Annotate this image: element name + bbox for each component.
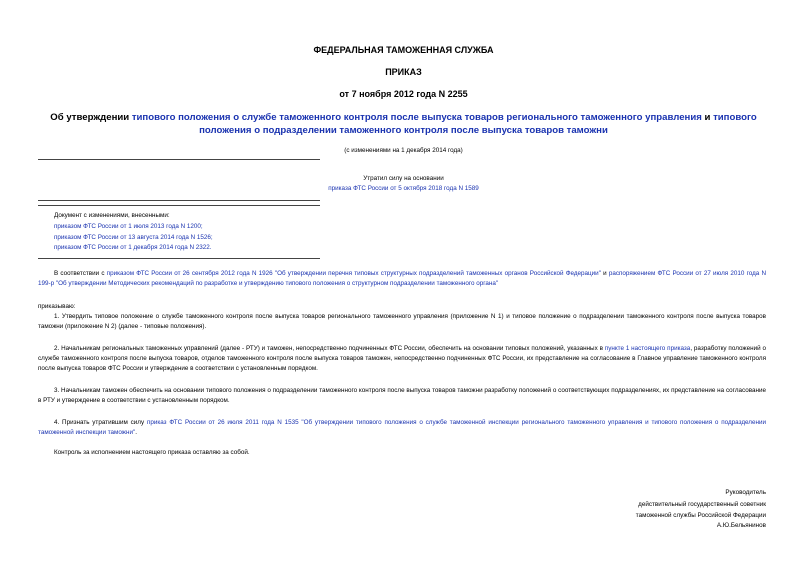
paragraph-2-text: 2. Начальникам региональных таможенных управлений (далее - РТУ) и таможен, непосредственно подчиненных ФТС России, обеспечить на основании типовых положений, указанных в: [54, 345, 605, 352]
title-link-rtu[interactable]: типового положения о службе таможенного контроля после выпуска товаров регионального таможенного управления: [131, 112, 702, 123]
signature-rank: действительный государственный советник: [638, 501, 766, 508]
agency-name: ФЕДЕРАЛЬНАЯ ТАМОЖЕННАЯ СЛУЖБА: [313, 45, 494, 55]
lost-force-label: Утратил силу на основании: [363, 175, 444, 182]
title-prefix: Об утверждении: [50, 112, 132, 123]
amended-note: (с изменениями на 1 декабря 2014 года): [344, 147, 463, 154]
preamble-text: и: [600, 270, 609, 277]
divider: [38, 159, 320, 160]
paragraph-4-text: .: [135, 429, 137, 436]
paragraph-2-text: , разработку положений о службе таможенного контроля после выпуска товаров, отделов таможенного контроля после выпуска товаров таможен, непосредственно подчиненных ФТС России, их представление на согласование в Главное управление таможенного контроля после выпуска товаров ФТС России и утверждение в соответствии с установленным порядком.: [38, 345, 766, 372]
preamble-text: В соответствии с: [54, 270, 107, 277]
lost-force-link[interactable]: приказа ФТС России от 5 октября 2018 года N 1589: [328, 185, 479, 192]
title-middle: и: [701, 112, 714, 123]
preamble-link-directive[interactable]: распоряжением ФТС России от 27 июля 2010 года N 199-р "Об утверждении Методических рекомендаций по разработке и утверждению типового положения о структурном подразделении таможенного органа": [38, 270, 767, 287]
paragraph-3: 3. Начальникам таможен обеспечить на основании типового положения о подразделении таможенного контроля после выпуска товаров таможни разработку положений о соответствующих подразделениях, их представление на согласование в РТУ и утверждение в соответствии с установленным порядком.: [38, 387, 766, 404]
divider: [38, 258, 320, 259]
amendment-link[interactable]: приказом ФТС России от 1 декабря 2014 года N 2322.: [54, 244, 212, 251]
preamble: [38, 269, 766, 289]
document-title: [30, 112, 777, 137]
paragraph-5: Контроль за исполнением настоящего приказа оставляю за собой.: [54, 449, 250, 456]
paragraph-1: 1. Утвердить типовое положение о службе таможенного контроля после выпуска товаров регионального таможенного управления (приложение N 1) и типовое положение о подразделении таможенного контроля после выпуска товаров таможни (приложение N 2) (далее - типовые положения).: [38, 313, 766, 330]
paragraph-4-text: 4. Признать утратившим силу: [54, 419, 147, 426]
doc-date: от 7 ноября 2012 года N 2255: [339, 89, 468, 99]
divider: [38, 200, 320, 201]
order-word: приказываю:: [38, 303, 76, 310]
paragraph-4-link[interactable]: приказ ФТС России от 26 июля 2011 года N 1535 "Об утверждении типового положения о службе таможенной инспекции регионального таможенного управления и типового положения о подразделении таможенной инспекции таможни": [38, 419, 766, 436]
amendment-link[interactable]: приказом ФТС России от 13 августа 2014 года N 1526;: [54, 234, 213, 241]
signature-name: А.Ю.Бельянинов: [716, 522, 766, 529]
paragraph-2: [38, 344, 766, 374]
preamble-link-order[interactable]: приказом ФТС России от 26 сентября 2012 года N 1926 "Об утверждении перечня типовых структурных подразделений таможенных органов Российской Федерации": [106, 270, 601, 277]
amendment-link[interactable]: приказом ФТС России от 1 июля 2013 года N 1200;: [54, 223, 203, 230]
signature-title: Руководитель: [725, 489, 766, 496]
title-link-customs[interactable]: типового положения о подразделении таможенного контроля после выпуска товаров таможни: [199, 112, 757, 136]
signature-service: таможенной службы Российской Федерации: [635, 512, 766, 519]
doc-type: ПРИКАЗ: [385, 67, 422, 77]
amendments-label: Документ с изменениями, внесенными:: [54, 212, 170, 219]
divider: [38, 205, 320, 206]
paragraph-2-link[interactable]: пункте 1 настоящего приказа: [604, 345, 691, 352]
paragraph-4: [38, 418, 766, 438]
